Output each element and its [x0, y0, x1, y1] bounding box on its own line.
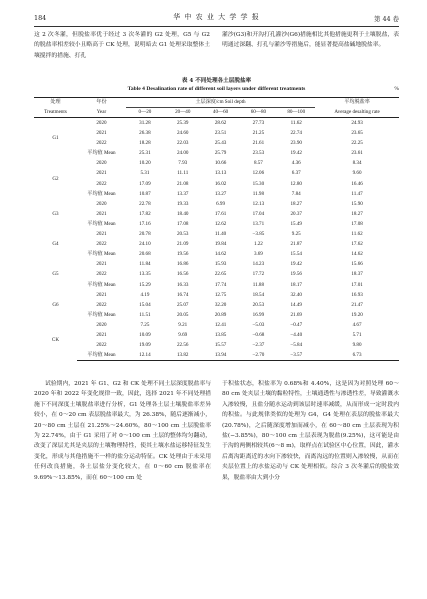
value-cell: 13.94 — [202, 350, 240, 361]
year-cell: 2021 — [96, 210, 107, 217]
value-cell: 14.23 — [252, 261, 265, 268]
avg-cell: 23.61 — [351, 150, 363, 157]
year-cell: 2022 — [96, 140, 107, 147]
header-rule — [34, 26, 399, 27]
value-cell: 11.88 — [252, 281, 265, 288]
value-cell: 6.37 — [291, 170, 301, 177]
value-cell: 13.85 — [214, 331, 227, 338]
table-unit: % — [394, 86, 399, 92]
value-cell: 17.08 — [177, 220, 189, 227]
value-cell: 15.29 — [139, 281, 151, 288]
avg-cell: 11.47 — [351, 190, 363, 197]
value-cell: 12.14 — [126, 350, 164, 361]
depth-header: 40—60 — [202, 108, 240, 118]
value-cell: 15.30 — [252, 180, 265, 187]
value-cell: 19.84 — [214, 241, 227, 248]
table-row — [34, 209, 399, 219]
avg-cell: 17.01 — [351, 281, 363, 288]
value-cell: 20.89 — [214, 311, 227, 318]
table-row — [34, 148, 399, 158]
table-row — [34, 330, 399, 340]
avg-cell: 14.62 — [351, 251, 363, 258]
year-cell: 2022 — [96, 180, 107, 187]
avg-cell: 9.80 — [352, 342, 362, 349]
value-cell: 23.53 — [252, 150, 265, 157]
avg-cell: 24.93 — [351, 120, 363, 126]
value-cell: 13.27 — [214, 190, 227, 197]
value-cell: 16.56 — [177, 271, 189, 278]
year-cell: 平均值 Mean — [87, 190, 116, 197]
value-cell: 21.87 — [290, 241, 302, 248]
value-cell: 24.60 — [177, 130, 189, 137]
value-cell: 9.69 — [178, 331, 188, 338]
value-cell: 25.43 — [214, 140, 227, 147]
year-cell: 2021 — [96, 261, 107, 268]
avg-cell: 5.71 — [352, 331, 362, 338]
value-cell: 9.25 — [291, 231, 301, 238]
body-left-column — [34, 379, 211, 483]
value-cell: 16.99 — [252, 311, 265, 318]
value-cell: 11.98 — [252, 190, 265, 197]
value-cell: 18.17 — [290, 281, 302, 288]
table-body — [34, 118, 399, 361]
avg-cell: 18.27 — [351, 210, 363, 217]
value-cell: 6.99 — [216, 200, 226, 207]
soil-depth-header: 土层深度/cm Soil depth — [126, 98, 315, 108]
value-cell: 16.33 — [177, 281, 189, 288]
table-row — [34, 320, 399, 330]
value-cell: 21.61 — [252, 140, 265, 147]
value-cell: −3.85 — [252, 231, 265, 238]
value-cell: 17.09 — [139, 180, 151, 187]
value-cell: 13.71 — [252, 220, 265, 227]
value-cell: 13.82 — [164, 350, 202, 361]
value-cell: 17.04 — [252, 210, 265, 217]
avg-cell: 22.25 — [351, 140, 363, 147]
avg-cell: 19.20 — [351, 311, 363, 318]
value-cell: 7.84 — [291, 190, 301, 197]
year-cell: 2021 — [96, 170, 107, 177]
year-cell: 2021 — [96, 331, 107, 338]
avg-header-en: Average desalting rate — [315, 108, 399, 118]
treatment-cell: G6 — [52, 301, 59, 308]
value-cell: 16.86 — [177, 261, 189, 268]
value-cell: 26.38 — [139, 130, 151, 137]
value-cell: 11.84 — [139, 261, 151, 268]
table-row — [34, 340, 399, 350]
value-cell: 19.56 — [290, 271, 302, 278]
value-cell: 21.69 — [290, 311, 302, 318]
year-cell: 2020 — [96, 160, 107, 167]
year-cell: 平均值 Mean — [87, 150, 116, 157]
value-cell: 7.25 — [140, 321, 150, 328]
value-cell: 18.40 — [177, 210, 189, 217]
page-header — [34, 12, 399, 24]
value-cell: 12.80 — [290, 180, 302, 187]
value-cell: 14.49 — [290, 301, 302, 308]
value-cell: 17.72 — [252, 271, 265, 278]
journal-title: 华 中 农 业 大 学 学 报 — [173, 13, 260, 21]
year-cell: 2021 — [96, 130, 107, 137]
avg-cell: 8.34 — [352, 160, 362, 167]
value-cell: −0.47 — [290, 321, 303, 328]
value-cell: 25.39 — [177, 120, 189, 126]
year-cell: 2022 — [96, 342, 107, 349]
table-row — [34, 158, 399, 168]
treatment-cell: G1 — [52, 135, 59, 142]
value-cell: 17.82 — [139, 210, 151, 217]
table-row — [34, 168, 399, 178]
value-cell: 24.10 — [139, 241, 151, 248]
year-cell: 2021 — [96, 231, 107, 238]
treatment-header-cn: 处理 — [34, 98, 77, 108]
table-caption-en-text: Table 4 Desalination rate of different soil layers under different treatments — [127, 86, 306, 92]
year-cell: 2022 — [96, 241, 107, 248]
table-row — [34, 249, 399, 259]
value-cell: −5.84 — [290, 342, 303, 349]
value-cell: 20.05 — [177, 311, 189, 318]
value-cell: 17.74 — [214, 281, 227, 288]
value-cell: 21.25 — [252, 130, 265, 137]
table-caption-en — [34, 86, 399, 92]
value-cell: 9.21 — [178, 321, 188, 328]
avg-cell: 16.46 — [351, 180, 363, 187]
value-cell: 18.28 — [139, 140, 151, 147]
year-header-en: Year — [77, 108, 126, 118]
value-cell: 11.62 — [290, 120, 302, 126]
value-cell: 28.62 — [214, 120, 227, 126]
treatment-cell: G3 — [52, 210, 59, 217]
avg-cell: 4.67 — [352, 321, 362, 328]
avg-cell: 15.66 — [351, 261, 363, 268]
value-cell: 27.73 — [252, 120, 265, 126]
year-cell: 平均值 Mean — [87, 251, 116, 258]
value-cell: 18.54 — [252, 291, 265, 298]
value-cell: 11.40 — [214, 231, 227, 238]
avg-cell: 11.62 — [351, 231, 363, 238]
depth-header: 80—100 — [277, 108, 315, 118]
value-cell: 13.13 — [214, 170, 227, 177]
year-cell: 2020 — [96, 321, 107, 328]
avg-cell: 23.65 — [351, 130, 363, 137]
value-cell: 19.42 — [290, 261, 302, 268]
table-row — [34, 199, 399, 209]
table-row — [34, 219, 399, 229]
value-cell: 7.93 — [178, 160, 188, 167]
intro-left-text: 这 2 次冬灌，但脱盐率优于经过 3 次冬灌的 G2 处理，G5 与 G2 的脱盐率相差较小且略高于 CK 处理，说明暗去 G1 处理采取整体土壤搅拌的措施、打孔 — [34, 32, 210, 59]
table-row — [34, 350, 399, 361]
value-cell: 32.20 — [214, 301, 227, 308]
value-cell: 24.00 — [177, 150, 189, 157]
value-cell: 11.11 — [177, 170, 189, 177]
value-cell: 16.74 — [177, 291, 189, 298]
value-cell: 17.16 — [139, 220, 151, 227]
avg-cell: 17.08 — [351, 220, 363, 227]
desalination-table — [34, 97, 399, 361]
year-header-cn: 年份 — [77, 98, 126, 108]
value-cell: 21.08 — [177, 180, 189, 187]
table-row — [34, 300, 399, 310]
table-row — [34, 229, 399, 239]
table-row — [34, 290, 399, 300]
value-cell: 15.04 — [139, 301, 151, 308]
value-cell: 25.79 — [214, 150, 227, 157]
value-cell: −0.68 — [252, 331, 265, 338]
depth-header: 20—40 — [164, 108, 202, 118]
value-cell: 23.51 — [214, 130, 227, 137]
value-cell: 13.35 — [139, 271, 151, 278]
avg-header-cn: 平均脱盐率 — [315, 98, 399, 108]
value-cell: 20.53 — [177, 231, 189, 238]
value-cell: 13.37 — [177, 190, 189, 197]
year-cell: 平均值 Mean — [87, 220, 116, 227]
value-cell: −2.70 — [239, 350, 277, 361]
value-cell: 25.31 — [139, 150, 151, 157]
value-cell: 20.68 — [139, 251, 151, 258]
depth-header: 0—20 — [126, 108, 164, 118]
value-cell: 32.40 — [290, 291, 302, 298]
treatment-cell: CK — [51, 337, 59, 344]
year-cell: 平均值 Mean — [87, 311, 116, 318]
intro-left-column — [34, 30, 210, 61]
value-cell: 22.56 — [177, 342, 189, 349]
value-cell: 16.02 — [214, 180, 227, 187]
value-cell: 12.75 — [214, 291, 227, 298]
value-cell: 15.54 — [290, 251, 302, 258]
value-cell: −3.57 — [277, 350, 315, 361]
value-cell: 10.20 — [139, 160, 151, 167]
volume-label: 第 44 卷 — [374, 15, 399, 23]
treatment-cell: G2 — [52, 175, 59, 182]
value-cell: 19.09 — [139, 342, 151, 349]
year-cell: 2022 — [96, 271, 107, 278]
value-cell: −2.37 — [252, 342, 265, 349]
value-cell: 10.66 — [214, 160, 227, 167]
value-cell: 5.31 — [140, 170, 150, 177]
table-row — [34, 259, 399, 269]
value-cell: 4.19 — [140, 291, 150, 298]
year-cell: 2021 — [96, 291, 107, 298]
value-cell: 18.27 — [290, 200, 302, 207]
value-cell: 15.57 — [214, 342, 227, 349]
value-cell: −5.03 — [252, 321, 265, 328]
value-cell: 22.03 — [177, 140, 189, 147]
year-cell: 平均值 Mean — [77, 350, 126, 361]
table-row — [34, 239, 399, 249]
value-cell: 12.06 — [252, 170, 265, 177]
table-row — [34, 280, 399, 290]
body-left-text: 试验期内，2021 年 G1、G2 和 CK 处理不同土层深度脱盐率与 2020 年和 2022 年变化规律一致，因此，选择 2021 年不同处理措施下不同深度土壤脱盐率进行分析，G1 处理各土层土壤脱盐率差异较小，在 0～20 cm 表层脱盐率最大，为 26.38%，随后逐渐减小，20～80 cm 土层在 21.25%～24.60%，80～100 cm 土层脱盐率为 22.74%，由于 G1 采用了对 0～100 cm 土层的整体均匀翻动，改变了深层尤其是夹层的土壤物理特性，使其土壤水盐运移特征发生变化，形成与其他措施不一样的盐分运动特征。CK 处理由于未采用任何改良措施，各土层盐分变化较大，在 0～60 cm 脱盐率在 9.69%～13.85%，而在 60～100 cm 处 — [34, 381, 211, 481]
value-cell: −4.40 — [290, 331, 303, 338]
value-cell: 22.78 — [139, 200, 151, 207]
body-right-text: 于积盐状态，积盐率为 0.68%和 4.40%，这是因为对照处理 60～80 cm 处夹层土壤的黏粒特性，土壤通透性与渗透性差，导致灌溉水入渗较慢，且盐分随水运动到该层时速率减缓，从而形成一定时段内的积盐。与此规律类似的处理为 G4，G4 处理在表层的脱盐率最大(20.78%)，之后随深度增加而减小，在 60～80 cm 土层表现为积盐(−3.85%)，80～100 cm 土层表现为脱盐(9.25%)，这可能是由于沟的两侧相较其(6～8 m)，取样点在试验区中心位置，因此，灌水后离沟距离近的水向下渗较快，而离沟远的位置则入渗较慢，从而在夹层位置上的水盐运动与 CK 处理相似。综合 3 次冬灌后的脱盐效果，脱盐率由大到小分 — [222, 381, 399, 481]
value-cell: 10.87 — [139, 190, 151, 197]
table-row — [34, 310, 399, 320]
avg-cell: 21.47 — [351, 301, 363, 308]
avg-cell: 16.93 — [351, 291, 363, 298]
table-caption-cn: 表 4 不同处理各土层脱盐率 — [181, 78, 252, 84]
value-cell: 15.49 — [290, 220, 302, 227]
value-cell: 19.42 — [290, 150, 302, 157]
year-cell: 2022 — [96, 301, 107, 308]
value-cell: 10.09 — [139, 331, 151, 338]
value-cell: 25.07 — [177, 301, 189, 308]
value-cell: 17.61 — [214, 210, 227, 217]
value-cell: 11.51 — [139, 311, 151, 318]
value-cell: 19.56 — [177, 251, 189, 258]
table-row — [34, 138, 399, 148]
treatment-cell: G4 — [52, 241, 59, 248]
value-cell: 19.33 — [177, 200, 189, 207]
value-cell: 12.13 — [252, 200, 265, 207]
value-cell: 14.62 — [214, 251, 227, 258]
table-row — [34, 189, 399, 199]
value-cell: 3.69 — [253, 251, 263, 258]
value-cell: 12.62 — [214, 220, 227, 227]
table-row — [34, 269, 399, 279]
treatment-header-en: Treatments — [34, 108, 77, 118]
value-cell: 20.37 — [290, 210, 302, 217]
value-cell: 21.09 — [177, 241, 189, 248]
value-cell: 8.57 — [253, 160, 263, 167]
avg-cell: 15.90 — [351, 200, 363, 207]
value-cell: 22.74 — [290, 130, 302, 137]
table-row — [34, 118, 399, 129]
value-cell: 23.90 — [290, 140, 302, 147]
value-cell: 15.93 — [214, 261, 227, 268]
avg-cell: 6.73 — [315, 350, 399, 361]
page-number: 184 — [34, 14, 47, 22]
table-row — [34, 179, 399, 189]
treatment-cell: G5 — [52, 271, 59, 278]
avg-cell: 9.60 — [352, 170, 362, 177]
value-cell: 22.65 — [214, 271, 227, 278]
value-cell: 12.41 — [214, 321, 227, 328]
value-cell: 20.53 — [252, 301, 265, 308]
value-cell: 1.22 — [253, 241, 263, 248]
value-cell: 20.78 — [139, 231, 151, 238]
value-cell: 31.28 — [139, 120, 151, 126]
depth-header: 60—80 — [239, 108, 277, 118]
year-cell: 2020 — [96, 120, 107, 126]
avg-cell: 17.62 — [351, 241, 363, 248]
intro-right-text: 灌沙(G3)和开沟打孔灌沙(G6)措施相比其他措施更利于土壤脱盐，表明通过深翻、打孔与灌沙等措施后，能显著提高盐碱地脱盐率。 — [222, 32, 399, 49]
year-cell: 平均值 Mean — [87, 281, 116, 288]
year-cell: 2020 — [96, 200, 107, 207]
intro-right-column — [222, 30, 399, 51]
body-right-column — [222, 379, 399, 483]
avg-cell: 18.37 — [351, 271, 363, 278]
table-row — [34, 128, 399, 138]
value-cell: 4.36 — [291, 160, 301, 167]
